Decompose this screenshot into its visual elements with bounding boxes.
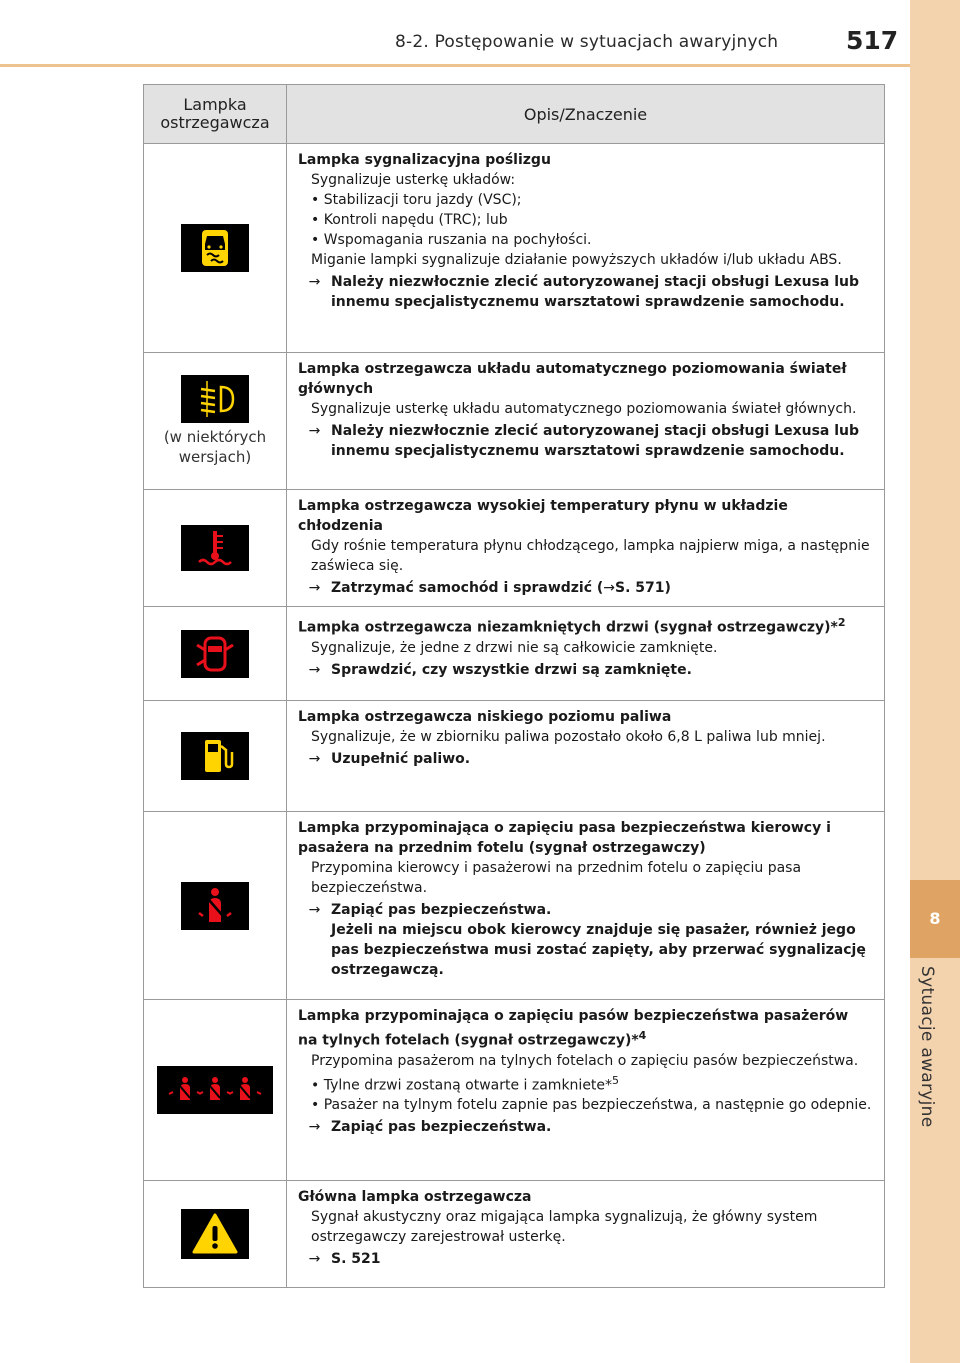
row-action: Zapiąć pas bezpieczeństwa. <box>331 1119 552 1136</box>
table-row <box>144 701 885 812</box>
row-title: Lampka ostrzegawcza niskiego poziomu paliwa <box>298 709 672 725</box>
warning-lights-table <box>143 84 885 1288</box>
row-action: Należy niezwłocznie zlecić autoryzowanej stacji obsługi Lexusa lub innemu specjalistycznemu warsztatowi sprawdzenie samochodu. <box>331 423 860 459</box>
door-open-icon <box>181 630 249 678</box>
row-description: Sygnalizuje, że w zbiorniku paliwa pozostało około 6,8 L paliwa lub mniej. <box>311 729 826 745</box>
bullet-item: • Pasażer na tylnym fotelu zapnie pas bezpieczeństwa, a następnie go odepnie. <box>311 1097 872 1114</box>
headlight-leveling-icon <box>181 375 249 423</box>
row-description: Miganie lampki sygnalizuje działanie powyższych układów i/lub układu ABS. <box>311 252 842 268</box>
page-reference: S. 571) <box>615 580 671 596</box>
coolant-temperature-icon <box>181 525 249 571</box>
row-description: Gdy rośnie temperatura płynu chłodzącego, lampka najpierw miga, a następnie zaświeca się. <box>311 538 870 574</box>
bullet-item: • Stabilizacji toru jazdy (VSC); <box>311 192 522 208</box>
rear-seatbelt-icon <box>157 1066 273 1114</box>
row-description: Przypomina pasażerom na tylnych fotelach o zapięciu pasów bezpieczeństwa. <box>311 1052 859 1069</box>
row-action: Zatrzymać samochód i sprawdzić ( <box>331 580 604 596</box>
row-title: Lampka ostrzegawcza wysokiej temperatury płynu w układzie chłodzenia <box>298 498 788 534</box>
arrow-icon: → <box>308 580 321 596</box>
footnote-marker: 2 <box>837 616 846 629</box>
row-description: Sygnalizuje usterkę układów: <box>311 172 516 188</box>
page-number: 517 <box>846 26 899 55</box>
row-action: Zapiąć pas bezpieczeństwa. <box>331 902 552 918</box>
row-title: Lampka sygnalizacyjna poślizgu <box>298 152 551 168</box>
row-title: Lampka przypominająca o zapięciu pasa bezpieczeństwa kierowcy i pasażera na przednim fotelu (sygnał ostrzegawczy) <box>298 820 831 856</box>
bullet-item: • Kontroli napędu (TRC); lub <box>311 212 508 228</box>
arrow-icon: → <box>308 902 321 918</box>
table-row <box>144 1000 885 1181</box>
column-header-description: Opis/Znaczenie <box>287 85 885 144</box>
table-row <box>144 353 885 490</box>
seatbelt-icon <box>181 882 249 930</box>
row-description: Sygnał akustyczny oraz migająca lampka sygnalizują, że główny system ostrzegawczy zarejestrował usterkę. <box>311 1209 818 1245</box>
arrow-icon: → <box>308 1251 321 1267</box>
table-header-row <box>144 85 885 144</box>
fuel-pump-icon <box>181 732 249 780</box>
row-title: Lampka ostrzegawcza układu automatycznego poziomowania świateł głównych <box>298 361 847 397</box>
table-row <box>144 607 885 701</box>
row-description: Sygnalizuje, że jedne z drzwi nie są całkowicie zamknięte. <box>311 639 718 656</box>
row-title: Główna lampka ostrzegawcza <box>298 1189 532 1205</box>
arrow-icon: → <box>308 661 321 678</box>
header-divider <box>0 64 910 67</box>
table-row <box>144 490 885 607</box>
row-title: Lampka ostrzegawcza niezamkniętych drzwi (sygnał ostrzegawczy)*$^2$ <box>298 616 846 636</box>
slip-indicator-icon <box>181 224 249 272</box>
row-action: Uzupełnić paliwo. <box>331 751 471 767</box>
row-description: Sygnalizuje usterkę układu automatycznego poziomowania świateł głównych. <box>311 401 857 417</box>
bullet-item: • Tylne drzwi zostaną otwarte i zamkniete*$^5$ <box>311 1073 620 1094</box>
master-warning-icon <box>181 1209 249 1259</box>
table-row <box>144 812 885 1000</box>
version-note: (w niektórych wersjach) <box>163 428 267 466</box>
chapter-label: Sytuacje awaryjne <box>917 966 937 1128</box>
reference-arrow-icon: → <box>603 580 616 596</box>
arrow-icon: → <box>308 423 321 439</box>
row-description: Przypomina kierowcy i pasażerowi na przednim fotelu o zapięciu pasa bezpieczeństwa. <box>311 860 802 896</box>
footnote-marker: 4 <box>638 1029 647 1042</box>
row-action: Sprawdzić, czy wszystkie drzwi są zamknięte. <box>331 661 692 678</box>
column-header-light: Lampka ostrzegawcza <box>144 85 287 144</box>
footnote-marker: 5 <box>612 1073 620 1087</box>
bullet-item: • Wspomagania ruszania na pochyłości. <box>311 232 592 248</box>
table-row <box>144 144 885 353</box>
row-action: S. 521 <box>331 1251 381 1267</box>
chapter-number: 8 <box>910 880 960 958</box>
header-title: 8-2. Postępowanie w sytuacjach awaryjnych <box>395 32 779 52</box>
arrow-icon: → <box>308 274 321 290</box>
arrow-icon: → <box>308 751 321 767</box>
row-action-note: Jeżeli na miejscu obok kierowcy znajduje się pasażer, również jego pas bezpieczeństwa musi zostać zapięty, aby przerwać sygnalizację ostrzegawczą. <box>331 922 866 978</box>
row-title: Lampka przypominająca o zapięciu pasów bezpieczeństwa pasażerów na tylnych fotelach (sygnał ostrzegawczy)*$^4$ <box>298 1008 849 1049</box>
row-action: Należy niezwłocznie zlecić autoryzowanej stacji obsługi Lexusa lub innemu specjalistycznemu warsztatowi sprawdzenie samochodu. <box>331 274 860 310</box>
chapter-side-tab <box>910 0 960 1363</box>
table-row <box>144 1181 885 1288</box>
arrow-icon: → <box>308 1119 321 1136</box>
